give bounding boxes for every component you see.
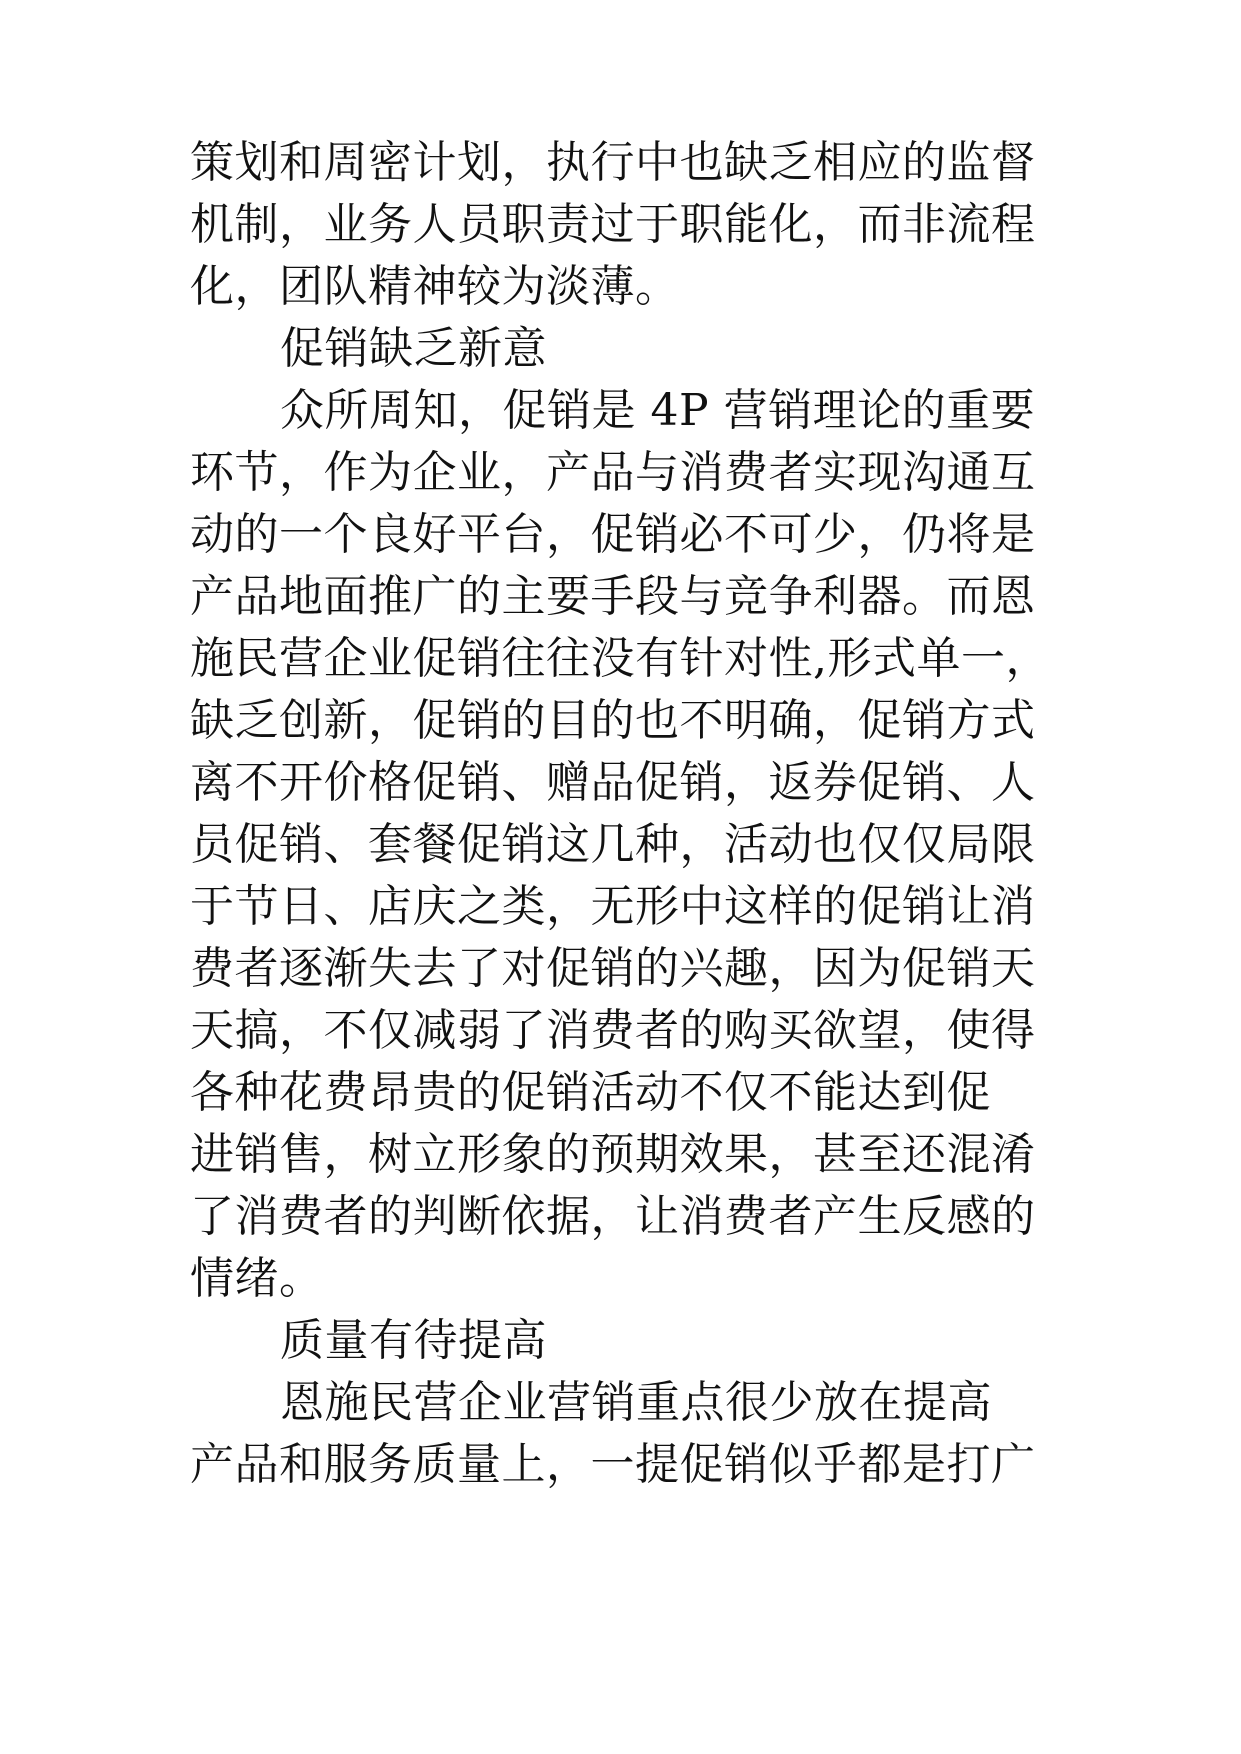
section-heading: 质量有待提高	[280, 1315, 547, 1366]
paragraph-line: 员促销、套餐促销这几种，活动也仅仅局限	[190, 819, 1036, 870]
paragraph-line: 进销售，树立形象的预期效果，甚至还混淆	[190, 1129, 1036, 1180]
paragraph-line: 天搞，不仅减弱了消费者的购买欲望，使得	[190, 1005, 1036, 1056]
paragraph-line: 化，团队精神较为淡薄。	[190, 261, 680, 312]
paragraph-line: 动的一个良好平台，促销必不可少，仍将是	[190, 509, 1036, 560]
section-heading: 促销缺乏新意	[280, 323, 547, 374]
paragraph-line: 恩施民营企业营销重点很少放在提高	[280, 1377, 992, 1428]
paragraph-line: 环节，作为企业，产品与消费者实现沟通互	[190, 447, 1036, 498]
paragraph-line: 机制，业务人员职责过于职能化，而非流程	[190, 199, 1036, 250]
paragraph-line: 缺乏创新，促销的目的也不明确，促销方式	[190, 695, 1036, 746]
paragraph-line: 费者逐渐失去了对促销的兴趣，因为促销天	[190, 943, 1036, 994]
paragraph-line: 于节日、店庆之类，无形中这样的促销让消	[190, 881, 1036, 932]
paragraph-line: 了消费者的判断依据，让消费者产生反感的	[190, 1191, 1036, 1242]
paragraph-line: 众所周知，促销是 4P 营销理论的重要	[280, 385, 1036, 436]
paragraph-line: 离不开价格促销、赠品促销，返券促销、人	[190, 757, 1036, 808]
paragraph-line: 产品和服务质量上，一提促销似乎都是打广	[190, 1439, 1036, 1490]
paragraph-line: 情绪。	[190, 1253, 324, 1304]
paragraph-line: 策划和周密计划，执行中也缺乏相应的监督	[190, 137, 1036, 188]
paragraph-line: 产品地面推广的主要手段与竞争利器。而恩	[190, 571, 1036, 622]
paragraph-line: 各种花费昂贵的促销活动不仅不能达到促	[190, 1067, 991, 1118]
paragraph-line: 施民营企业促销往往没有针对性,形式单一，	[190, 633, 1050, 684]
